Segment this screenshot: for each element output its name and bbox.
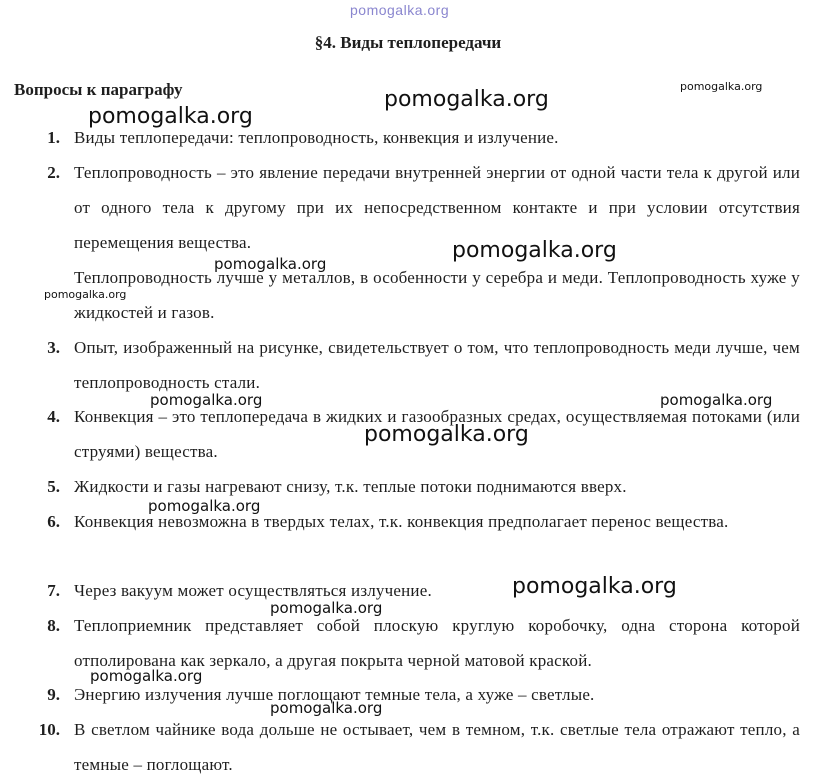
watermark: pomogalka.org xyxy=(680,80,763,93)
item-text-continuation: Теплопроводность лучше у металлов, в особенности у серебра и меди. Теплопроводность хуже у жидкостей и газов. xyxy=(74,268,800,322)
item-text: Опыт, изображенный на рисунке, свидетельствует о том, что теплопроводность меди лучше, чем теплопроводность стали. xyxy=(74,338,800,392)
watermark: pomogalka.org xyxy=(452,238,617,263)
item-text: Жидкости и газы нагревают снизу, т.к. теплые потоки поднимаются вверх. xyxy=(74,477,627,496)
item-text: В светлом чайнике вода дольше не остывает, чем в темном, т.к. светлые тела отражают тепло, а темные – поглощают. xyxy=(74,720,800,774)
watermark: pomogalka.org xyxy=(660,391,773,409)
watermark: pomogalka.org xyxy=(88,104,253,129)
item-text: Конвекция – это теплопередача в жидких и газообразных средах, осуществляемая потоками (или струями) вещества. xyxy=(74,407,800,461)
item-text: Теплоприемник представляет собой плоскую круглую коробочку, одна сторона которой отполирована как зеркало, а другая покрыта черной матовой краской. xyxy=(74,616,800,670)
watermark: pomogalka.org xyxy=(150,391,263,409)
item-number: 5. xyxy=(47,477,60,496)
section-heading: Вопросы к параграфу xyxy=(14,80,183,99)
item-text: Теплопроводность – это явление передачи внутренней энергии от одной части тела к другой или от одного тела к другому при их непосредственном контакте и при условии отсутствия перемещения вещества. xyxy=(74,163,800,252)
item-text: Энергию излучения лучше поглощают темные тела, а хуже – светлые. xyxy=(74,685,595,704)
item-number: 7. xyxy=(47,581,60,600)
item-number: 3. xyxy=(47,338,60,357)
watermark: pomogalka.org xyxy=(270,699,383,717)
page-title: §4. Виды теплопередачи xyxy=(314,33,502,52)
watermark: pomogalka.org xyxy=(384,87,549,112)
item-number: 2. xyxy=(47,163,60,182)
item-number: 8. xyxy=(47,616,60,635)
item-text: Конвекция невозможна в твердых телах, т.к. конвекция предполагает перенос вещества. xyxy=(74,512,729,531)
watermark: pomogalka.org xyxy=(44,288,127,301)
item-number: 6. xyxy=(47,512,60,531)
item-number: 10. xyxy=(38,720,60,739)
item-text: Через вакуум может осуществляться излучение. xyxy=(74,581,432,600)
watermark: pomogalka.org xyxy=(364,422,529,447)
item-number: 1. xyxy=(47,128,60,147)
watermark: pomogalka.org xyxy=(148,497,261,515)
watermark: pomogalka.org xyxy=(90,667,203,685)
item-number: 4. xyxy=(47,407,60,426)
watermark: pomogalka.org xyxy=(512,574,677,599)
item-text: Виды теплопередачи: теплопроводность, конвекция и излучение. xyxy=(74,128,559,147)
top-watermark: pomogalka.org xyxy=(350,2,450,18)
item-number: 9. xyxy=(47,685,60,704)
watermark: pomogalka.org xyxy=(214,255,327,273)
watermark: pomogalka.org xyxy=(270,599,383,617)
